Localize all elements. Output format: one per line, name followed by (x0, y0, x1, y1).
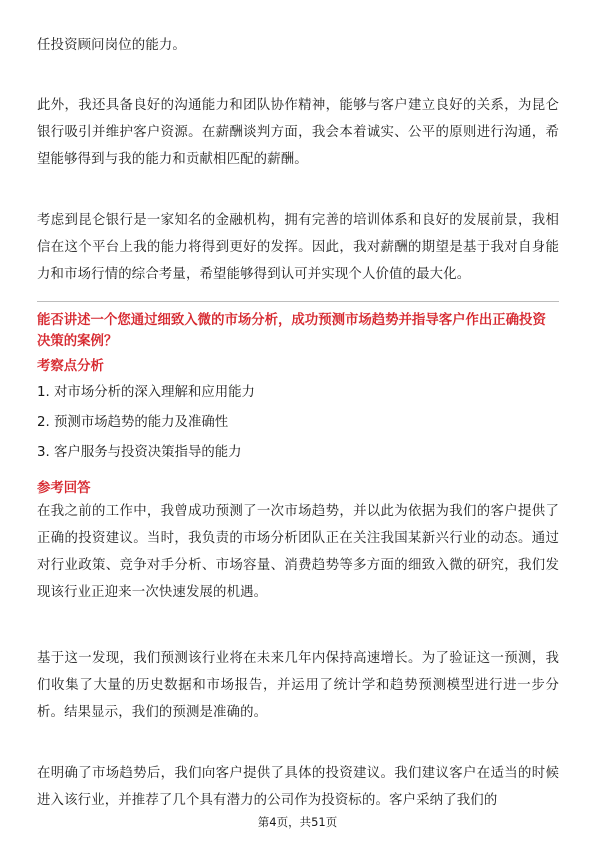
analysis-item-2: 2. 预测市场趋势的能力及准确性 (37, 415, 229, 430)
page-number-footer: 第4页，共51页 (257, 815, 338, 829)
paragraph-intro-continuation: 任投资顾问岗位的能力。 (37, 38, 186, 53)
paragraph-salary-expectation: 考虑到昆仑银行是一家知名的金融机构，拥有完善的培训体系和良好的发展前景，我相信在这个平台上我的能力将得到更好的发挥。因此，我对薪酬的期望是基于我对自身能力和市场行情的综合考量，希望能够得到认可并实现个人价值的最大化。 (37, 213, 559, 282)
analysis-item-3: 3. 客户服务与投资决策指导的能力 (37, 445, 242, 460)
paragraph-communication-skills: 此外，我还具备良好的沟通能力和团队协作精神，能够与客户建立良好的关系，为昆仑银行吸引并维护客户资源。在薪酬谈判方面，我会本着诚实、公平的原则进行沟通，希望能够得到与我的能力和贡献相匹配的薪酬。 (37, 98, 559, 167)
answer-paragraph-3: 在明确了市场趋势后，我们向客户提供了具体的投资建议。我们建议客户在适当的时候进入该行业，并推荐了几个具有潜力的公司作为投资标的。客户采纳了我们的 (37, 766, 559, 808)
answer-section-title: 参考回答 (37, 481, 91, 496)
section-divider (37, 301, 559, 302)
answer-paragraph-1: 在我之前的工作中，我曾成功预测了一次市场趋势，并以此为依据为我们的客户提供了正确的投资建议。当时，我负责的市场分析团队正在关注我国某新兴行业的动态。通过对行业政策、竞争对手分析、市场容量、消费趋势等多方面的细致入微的研究，我们发现该行业正迎来一次快速发展的机遇。 (37, 504, 559, 600)
analysis-section-title: 考察点分析 (37, 359, 104, 374)
interview-question: 能否讲述一个您通过细致入微的市场分析，成功预测市场趋势并指导客户作出正确投资决策的案例？ (37, 313, 546, 349)
analysis-item-1: 1. 对市场分析的深入理解和应用能力 (37, 385, 255, 400)
answer-paragraph-2: 基于这一发现，我们预测该行业将在未来几年内保持高速增长。为了验证这一预测，我们收集了大量的历史数据和市场报告，并运用了统计学和趋势预测模型进行进一步分析。结果显示，我们的预测是准确的。 (37, 651, 559, 720)
